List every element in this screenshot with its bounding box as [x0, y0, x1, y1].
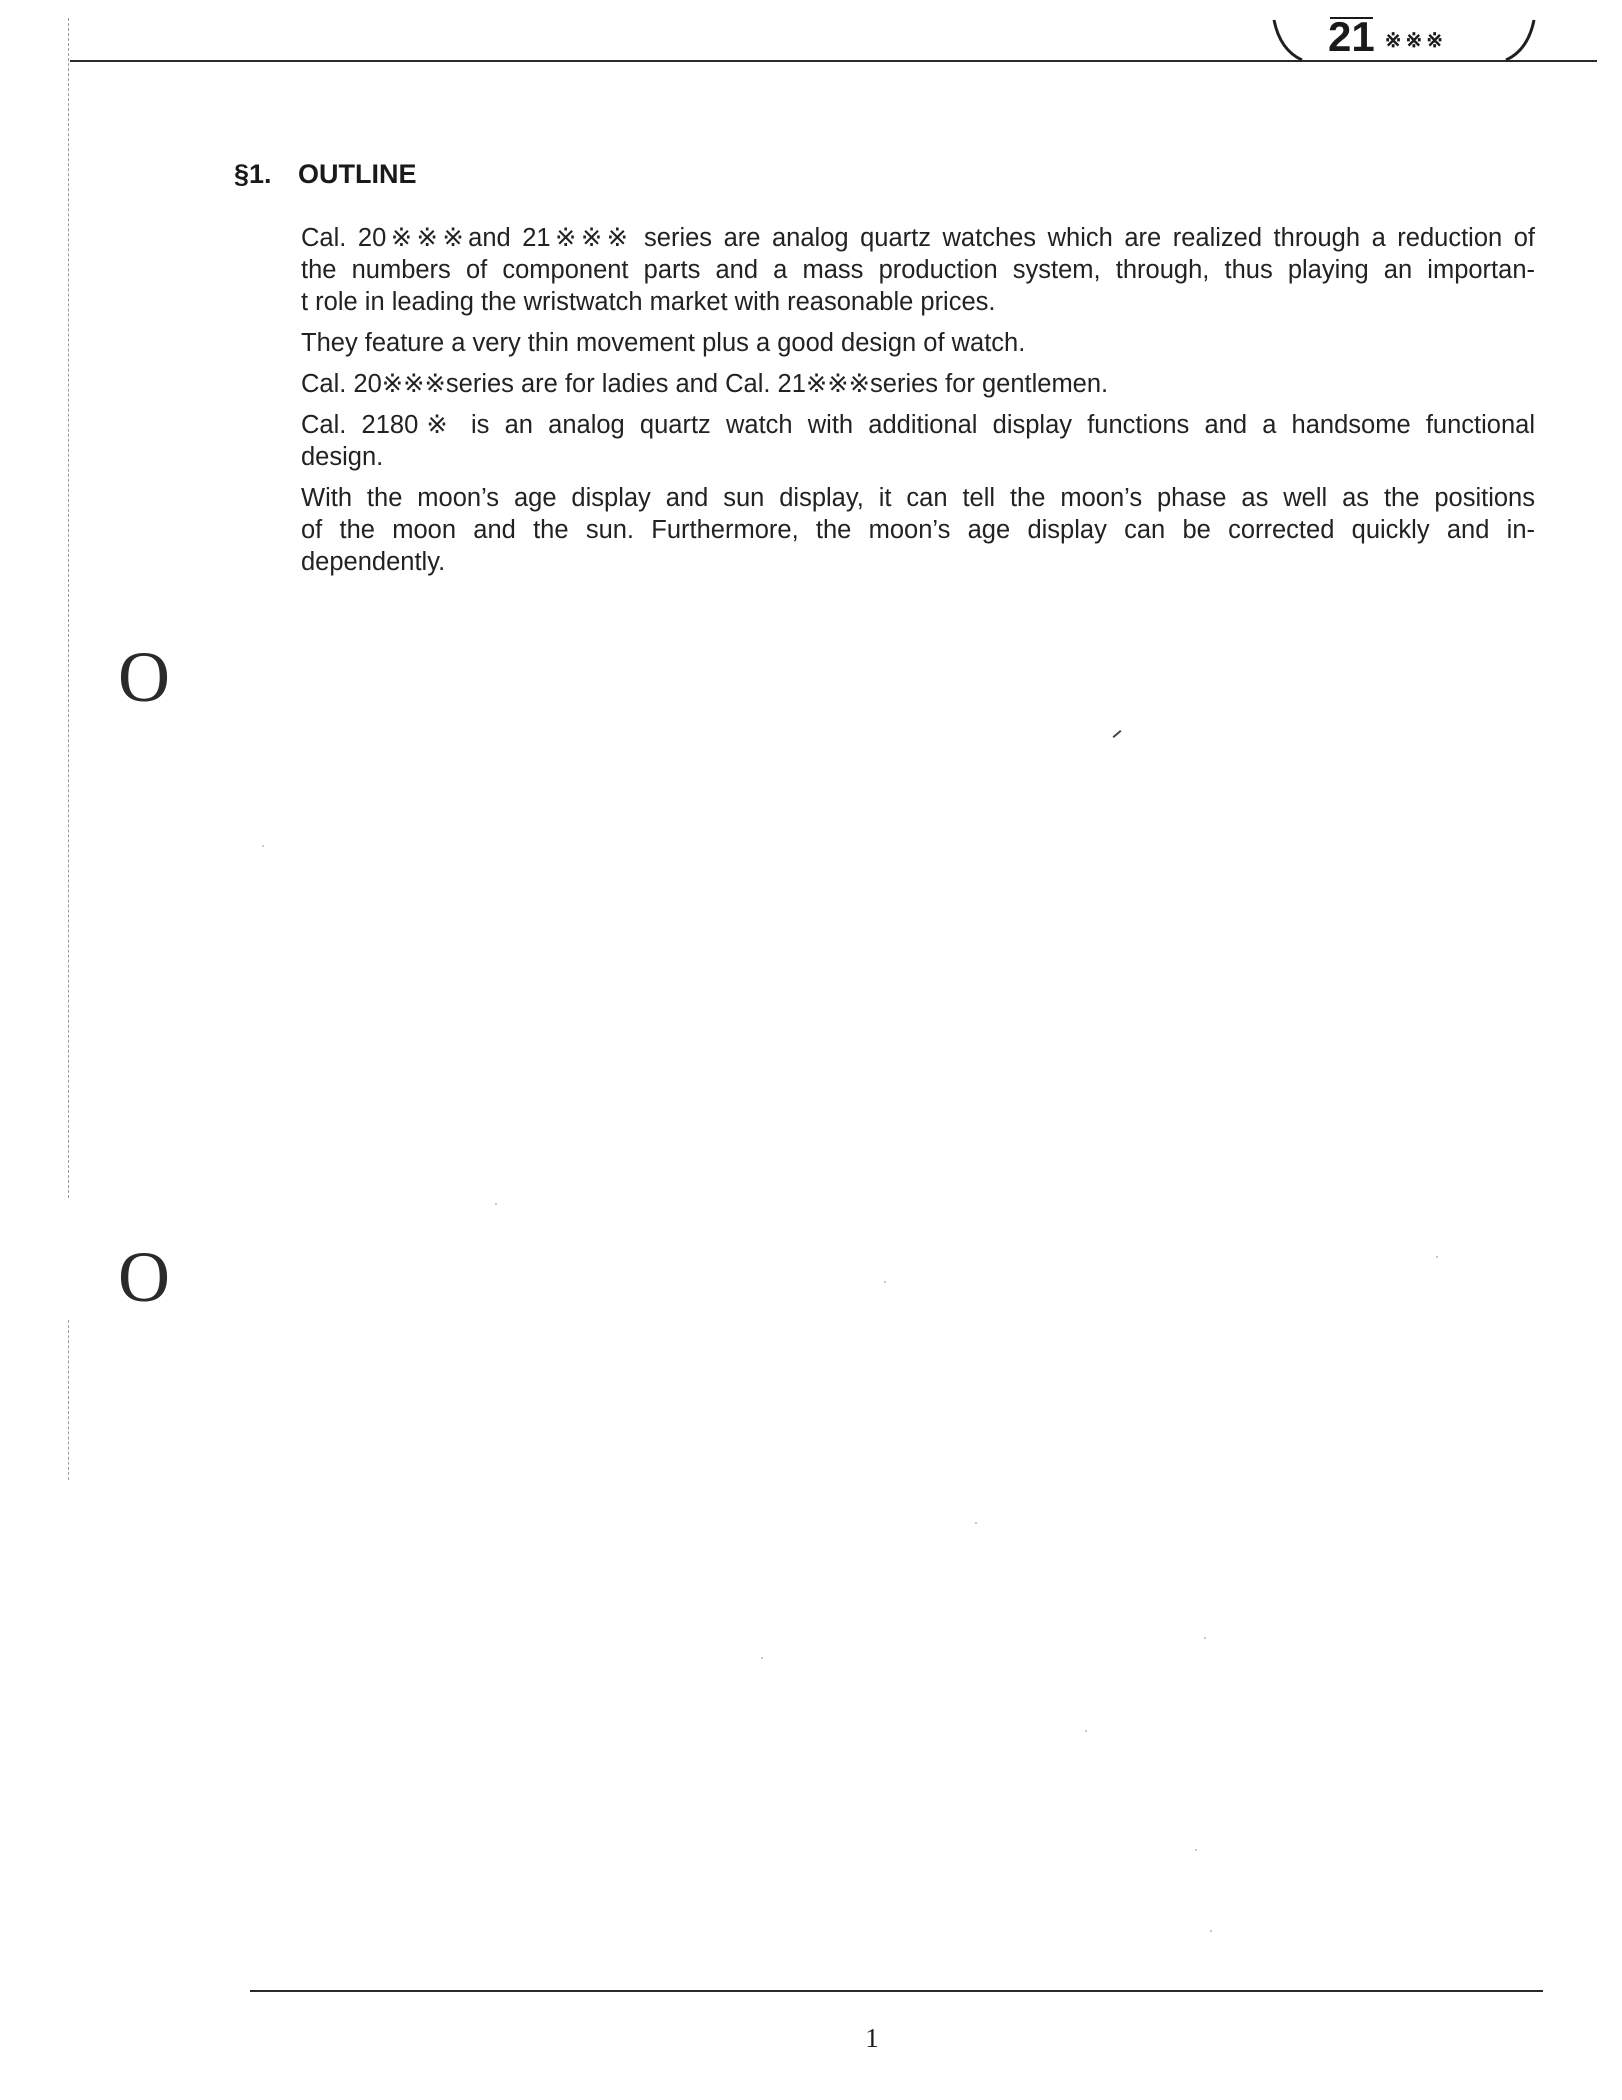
text-line: t role in leading the wristwatch market with reasonable prices.: [301, 288, 996, 316]
binding-margin-line-lower: [68, 1320, 69, 1480]
punch-hole-icon: O: [118, 637, 170, 717]
scan-speck: [1204, 1637, 1206, 1639]
text-line: Cal. 20※※※series are for ladies and Cal. 21※※※series for gentlemen.: [301, 370, 1109, 398]
text-line: the numbers of component parts and a mass production system, through, thus playing an importan-: [301, 256, 1535, 284]
header-model-tab: [1272, 6, 1537, 60]
scan-speck: [975, 1522, 977, 1524]
text-line: Cal. 2180※ is an analog quartz watch with additional display functions and a handsome functional: [301, 411, 1535, 439]
text-line: of the moon and the sun. Furthermore, the moon’s age display can be corrected quickly and in-: [301, 516, 1535, 544]
section-number: §1.: [234, 159, 272, 189]
paragraph: [301, 482, 1535, 578]
text-line: dependently.: [301, 548, 446, 576]
scan-speck: [761, 1657, 763, 1659]
paragraph: [301, 409, 1535, 473]
model-code-label: [1328, 14, 1447, 60]
section-title: OUTLINE: [298, 159, 417, 189]
scan-speck: [495, 1203, 497, 1205]
text-line: Cal. 20※※※and 21※※※ series are analog quartz watches which are realized through a reduction of: [301, 224, 1535, 252]
scan-speck: [1210, 1930, 1212, 1932]
punch-hole-icon: O: [118, 1237, 170, 1317]
text-line: They feature a very thin movement plus a good design of watch.: [301, 329, 1026, 357]
scan-speck: [262, 845, 264, 847]
binding-margin-line: [68, 18, 69, 1198]
paragraph: [301, 222, 1535, 318]
scan-speck: [1195, 1849, 1197, 1851]
paragraph: [301, 327, 1535, 359]
text-line: design.: [301, 443, 384, 471]
stray-pen-mark: [1113, 730, 1122, 738]
page-number: 1: [865, 2023, 879, 2053]
paragraph: [301, 368, 1535, 400]
outline-body: [301, 222, 1535, 587]
scan-speck: [1085, 1730, 1087, 1732]
text-line: With the moon’s age display and sun display, it can tell the moon’s phase as well as the positions: [301, 484, 1535, 512]
footer-rule: [250, 1990, 1543, 1992]
section-heading: [234, 156, 417, 192]
model-code-suffix: ※※※: [1384, 30, 1447, 52]
scan-speck: [884, 1281, 886, 1283]
model-code-number: 21: [1328, 13, 1375, 60]
scan-speck: [1436, 1256, 1438, 1258]
